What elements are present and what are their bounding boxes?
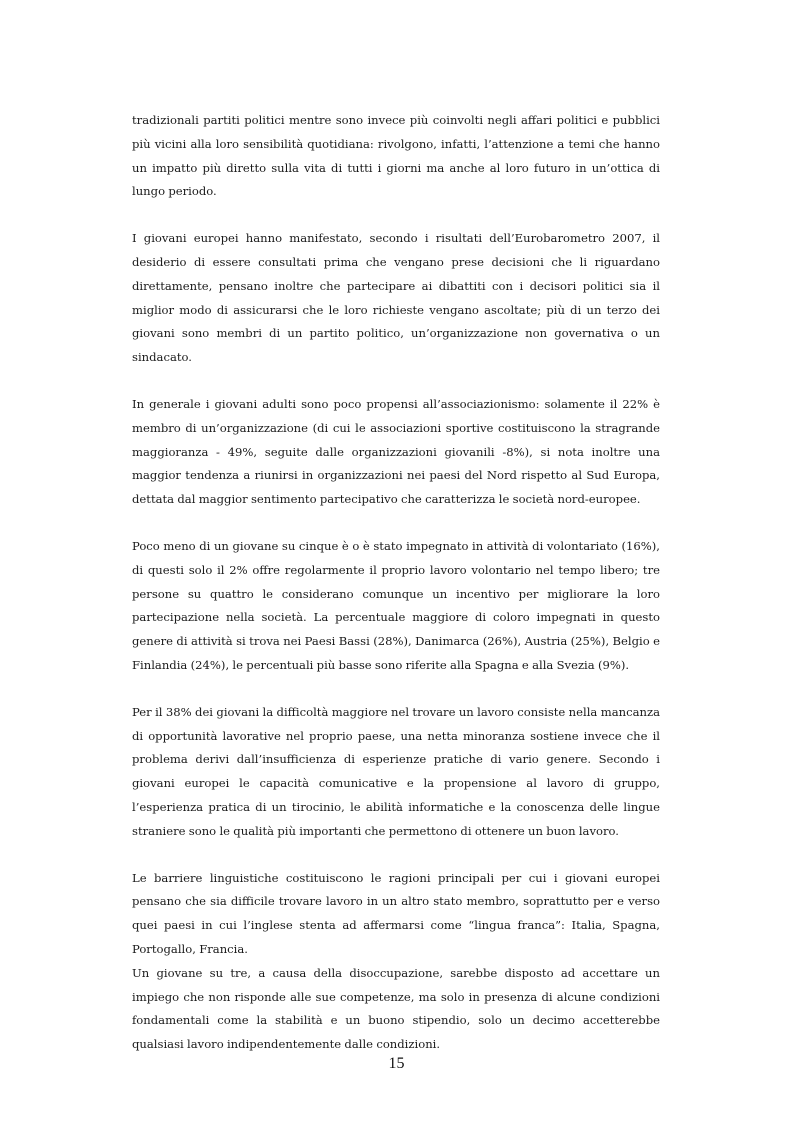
paragraph-unemployment: Un giovane su tre, a causa della disoccupazione, sarebbe disposto ad accettare un impiego che non risponde alle sue competenze, ma solo in presenza di alcune condizioni fondamentali come la stabilità e un buono stipendio, solo un decimo accetterebbe qualsiasi lavoro indipendentemente dalle condizioni. [132,965,660,1052]
paragraph-associations: In generale i giovani adulti sono poco propensi all’associazionismo: solamente il 22% è membro di un’organizzazione (di cui le associazioni sportive costituiscono la stragrande maggioranza - 49%, seguite dalle organizzazioni giovanili -8%), si nota inoltre una maggior tendenza a riunirsi in organizzazioni nei paesi del Nord rispetto al Sud Europa, dettata dal maggior sentimento partecipativo che caratterizza le società nord-europee. [132,396,660,507]
page-number: 15 [388,1055,405,1072]
paragraph-political-engagement: tradizionali partiti politici mentre sono invece più coinvolti negli affari politici e pubblici più vicini alla loro sensibilità quotidiana: rivolgono, infatti, l’attenzione a temi che hanno un impatto più diretto sulla vita di tutti i giorni ma anche al loro futuro in un’ottica di lungo periodo. [132,113,660,199]
paragraph-job-search: Per il 38% dei giovani la difficoltà maggiore nel trovare un lavoro consiste nella mancanza di opportunità lavorative nel proprio paese, una netta minoranza sostiene invece che il problema derivi dall’insufficienza di esperienze pratiche di vario genere. Secondo i giovani europei le capacità comunicative e la propensione al lavoro di gruppo, l’esperienza pratica di un tirocinio, le abilità informatiche e la conoscenza delle lingue straniere sono le qualità più importanti che permettono di ottenere un buon lavoro. [132,704,660,838]
paragraph-volunteering: Poco meno di un giovane su cinque è o è stato impegnato in attività di volontariato (16%), di questi solo il 2% offre regolarmente il proprio lavoro volontario nel tempo libero; tre persone su quattro le considerano comunque un incentivo per migliorare la loro partecipazione nella società. La percentuale maggiore di coloro impegnati in questo genere di attività si trova nei Paesi Bassi (28%), Danimarca (26%), Austria (25%), Belgio e Finlandia (24%), le percentuali più basse sono riferite alla Spagna e alla Svezia (9%). [132,538,660,672]
paragraph-language-barriers: Le barriere linguistiche costituiscono le ragioni principali per cui i giovani europei pensano che sia difficile trovare lavoro in un altro stato membro, soprattutto per e verso quei paesi in cui l’inglese stenta ad affermarsi come “lingua franca”: Italia, Spagna, Portogallo, Francia. [132,870,660,956]
paragraph-eurobarometer: I giovani europei hanno manifestato, secondo i risultati dell’Eurobarometro 2007, il desiderio di essere consultati prima che vengano prese decisioni che li riguardano direttamente, pensano inoltre che partecipare ai dibattiti con i decisori politici sia il miglior modo di assicurarsi che le loro richieste vengano ascoltate; più di un terzo dei giovani sono membri di un partito politico, un’organizzazione non governativa o un sindacato. [132,231,660,365]
body-text [132,109,660,1080]
